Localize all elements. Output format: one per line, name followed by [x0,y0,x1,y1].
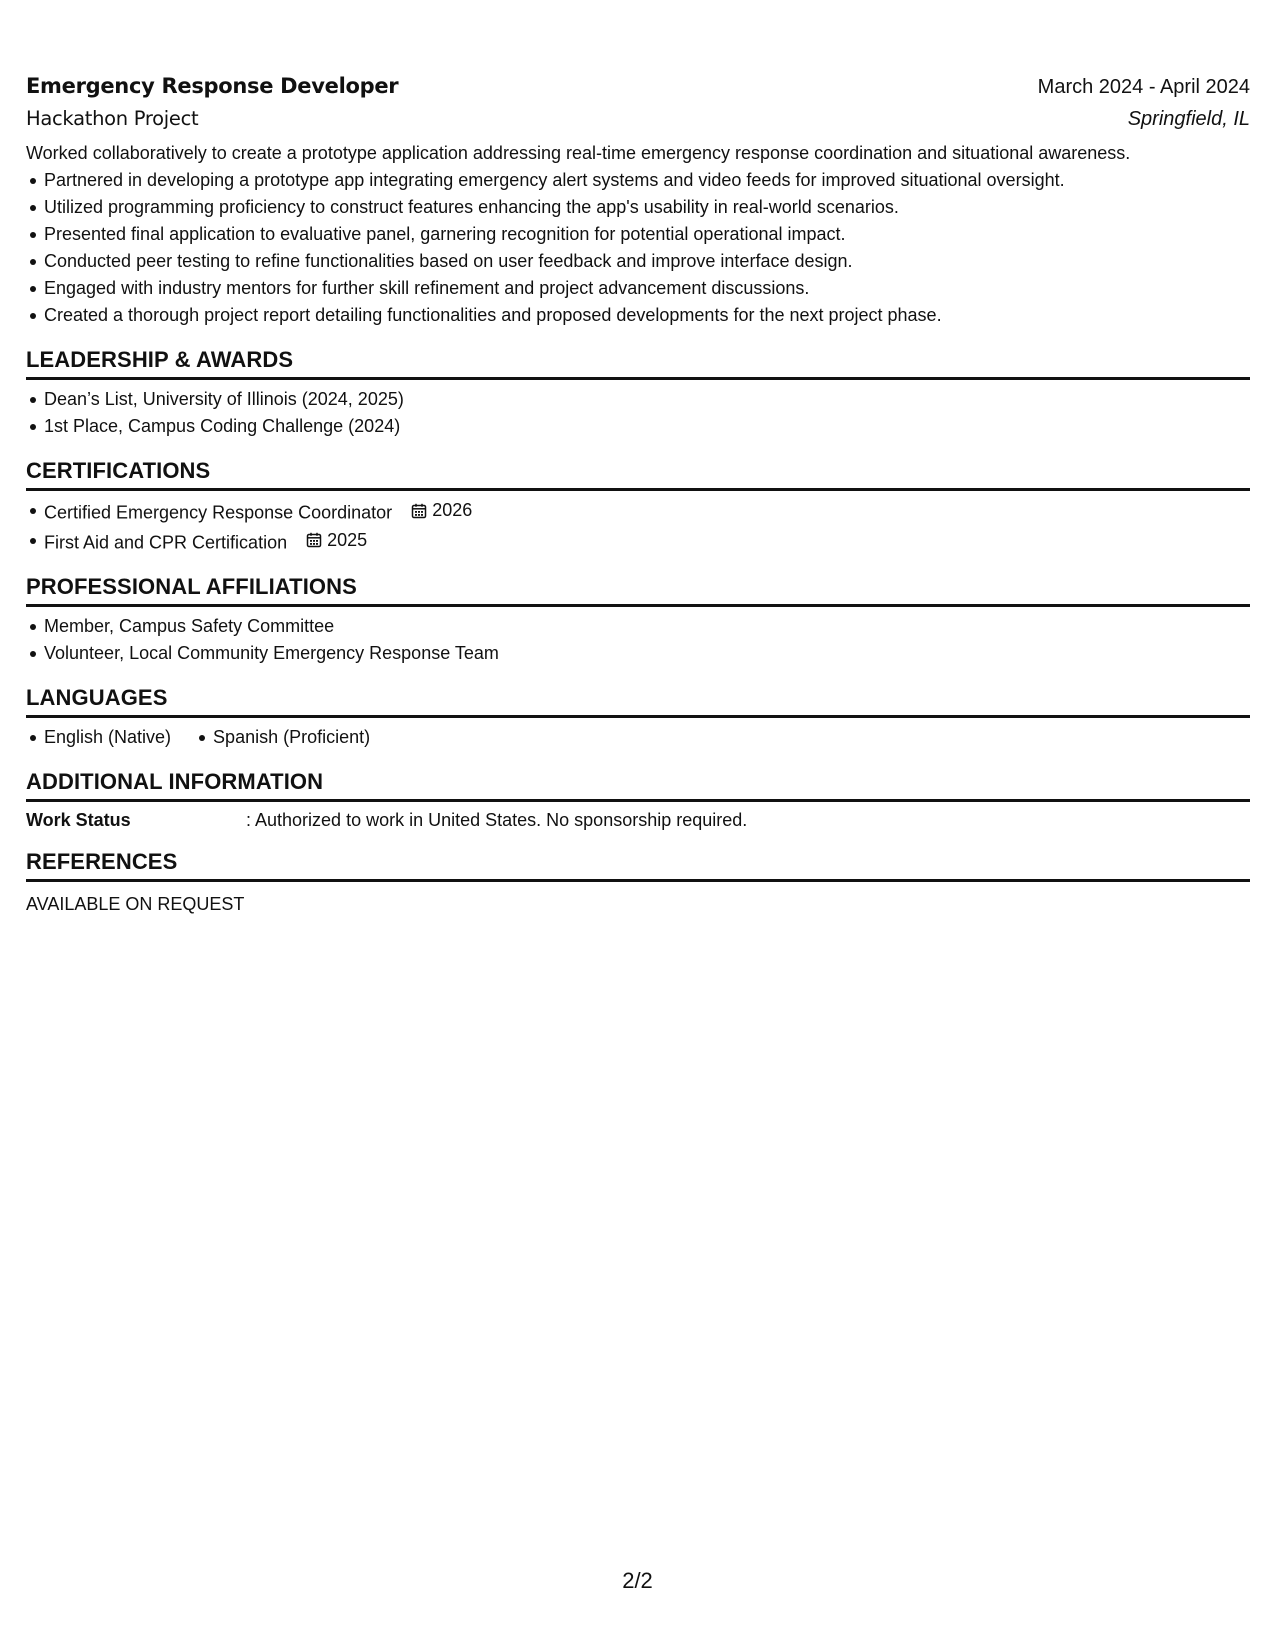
certification-year: 2026 [432,500,473,520]
languages-list [26,724,1250,751]
entry-organization: Hackathon Project [26,107,199,130]
section-title: LEADERSHIP & AWARDS [26,347,1250,380]
page-number: 2/2 [622,1568,653,1593]
section-affiliations [26,574,1250,667]
section-title: ADDITIONAL INFORMATION [26,769,1250,802]
list-item [44,497,1250,527]
work-status-label: Work Status [26,810,131,830]
list-item: Spanish (Proficient) [213,724,370,751]
list-item: Volunteer, Local Community Emergency Response Team [44,640,1250,667]
section-additional-information [26,769,1250,831]
list-item: Member, Campus Safety Committee [44,613,1250,640]
section-title: CERTIFICATIONS [26,458,1250,491]
list-item: 1st Place, Campus Coding Challenge (2024) [44,413,1250,440]
list-item: Created a thorough project report detailing functionalities and proposed developments for the next project phase. [44,302,1250,329]
entry-dates: March 2024 - April 2024 [1037,76,1250,98]
certifications-list [26,497,1250,556]
list-item: Presented final application to evaluative panel, garnering recognition for potential operational impact. [44,221,1250,248]
entry-location: Springfield, IL [1127,108,1250,130]
references-text: AVAILABLE ON REQUEST [26,894,245,914]
section-title: PROFESSIONAL AFFILIATIONS [26,574,1250,607]
experience-entry [26,74,1250,329]
work-status-value: : Authorized to work in United States. No sponsorship required. [246,810,748,830]
section-title: REFERENCES [26,849,1250,882]
entry-bullets [26,167,1250,329]
entry-subheader [26,107,1250,131]
section-languages [26,685,1250,751]
entry-title: Emergency Response Developer [26,74,399,98]
section-leadership [26,347,1250,440]
list-item: English (Native) [44,724,171,751]
section-title: LANGUAGES [26,685,1250,718]
affiliations-list [26,613,1250,667]
calendar-icon [411,503,427,519]
certification-year: 2025 [327,529,368,550]
certification-date [306,527,367,554]
leadership-list [26,386,1250,440]
list-item: Conducted peer testing to refine functionalities based on user feedback and improve interface design. [44,248,1250,275]
certification-date [411,497,472,524]
list-item: Engaged with industry mentors for further skill refinement and project advancement discussions. [44,275,1250,302]
list-item: Dean’s List, University of Illinois (2024, 2025) [44,386,1250,413]
certification-name: First Aid and CPR Certification [44,532,288,552]
list-item: Partnered in developing a prototype app integrating emergency alert systems and video feeds for improved situational oversight. [44,167,1250,194]
entry-description: Worked collaboratively to create a prototype application addressing real-time emergency response coordination and situational awareness. [26,143,1131,163]
resume-page [26,74,1250,915]
section-certifications [26,458,1250,556]
list-item [44,527,1250,557]
certification-name: Certified Emergency Response Coordinator [44,502,393,523]
entry-header [26,74,1250,99]
section-references [26,849,1250,915]
list-item: Utilized programming proficiency to construct features enhancing the app's usability in real-world scenarios. [44,194,1250,221]
calendar-icon [306,532,322,548]
work-status-row [26,810,1250,831]
